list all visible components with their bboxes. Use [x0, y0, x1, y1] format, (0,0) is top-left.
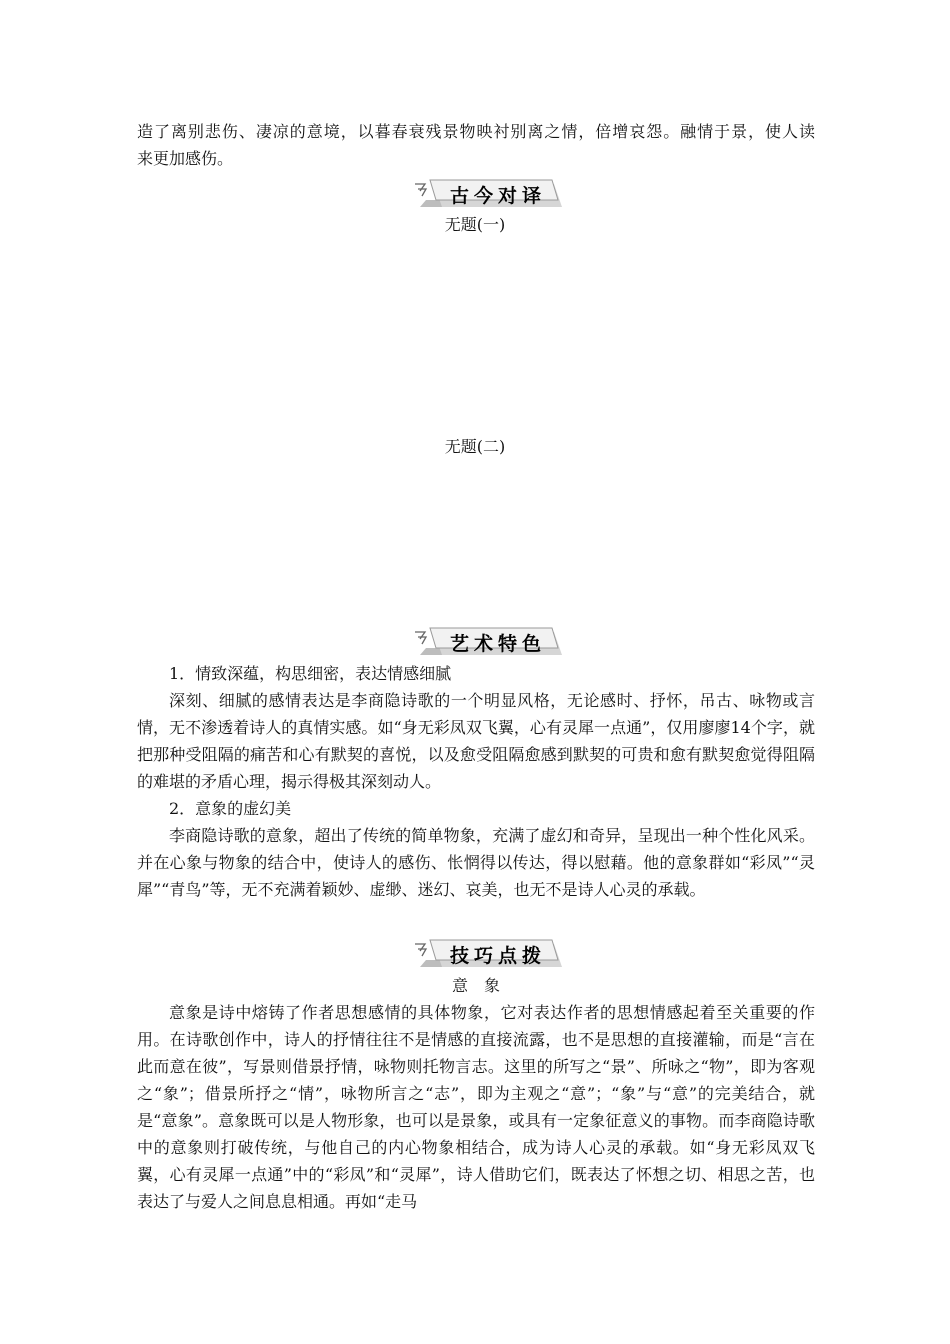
intro-paragraph — [137, 118, 815, 172]
art-item-1-title: 1．情致深蕴，构思细密，表达情感细腻 — [169, 664, 452, 683]
poem-title-1: 无题(一) — [444, 215, 506, 234]
section-heading-art: 艺术特色 — [449, 633, 546, 655]
skill-body: 意象是诗中熔铸了作者思想感情的具体物象，它对表达作者的思想情感起着至关重要的作用。在诗歌创作中，诗人的抒情往往不是情感的直接流露，也不是思想的直接灌输，而是“言在此而意在彼”，写景则借景抒情，咏物则托物言志。这里的所写之“景”、所咏之“物”，即为客观之“象”；借景所抒之“情”，咏物所言之“志”，即为主观之“意”；“象”与“意”的完美结合，就是“意象”。意象既可以是人物形象，也可以是景象，或具有一定象征意义的事物。而李商隐诗歌中的意象则打破传统，与他自己的内心物象相结合，成为诗人心灵的承载。如“身无彩凤双飞翼，心有灵犀一点通”中的“彩凤”和“灵犀”，诗人借助它们，既表达了怀想之切、相思之苦，也表达了与爱人之间息息相通。再如“走马 — [137, 1003, 815, 1211]
poem-title-2: 无题(二) — [444, 437, 506, 456]
section-banner-translation — [412, 176, 564, 212]
section-heading-skill: 技巧点拨 — [449, 945, 546, 967]
skill-subtitle: 意 象 — [451, 976, 500, 995]
intro-line-1: 造了离别悲伤、凄凉的意境，以暮春衰残景物映衬别离之情，倍增哀怨。融情于景，使人读 — [137, 122, 815, 141]
section-banner-skill — [412, 936, 564, 972]
art-section-body — [137, 660, 815, 903]
intro-line-2: 来更加感伤。 — [137, 149, 234, 168]
art-item-1-body: 深刻、细腻的感情表达是李商隐诗歌的一个明显风格，无论感时、抒怀，吊古、咏物或言情，无不渗透着诗人的真情实感。如“身无彩凤双飞翼，心有灵犀一点通”，仅用廖廖14个字，就把那种受阻隔的痛苦和心有默契的喜悦，以及愈受阻隔愈感到默契的可贵和愈有默契愈觉得阻隔的难堪的矛盾心理，揭示得极其深刻动人。 — [137, 691, 815, 791]
art-item-2-body: 李商隐诗歌的意象，超出了传统的简单物象，充满了虚幻和奇异，呈现出一种个性化风采。并在心象与物象的结合中，使诗人的感伤、怅惘得以传达，得以慰藉。他的意象群如“彩凤”“灵犀”“青鸟”等，无不充满着颖妙、虚缈、迷幻、哀美，也无不是诗人心灵的承载。 — [137, 826, 815, 899]
section-banner-art — [412, 624, 564, 660]
section-heading-translation: 古今对译 — [449, 185, 546, 207]
skill-section-body — [137, 972, 815, 1215]
art-item-2-title: 2．意象的虚幻美 — [169, 799, 292, 818]
